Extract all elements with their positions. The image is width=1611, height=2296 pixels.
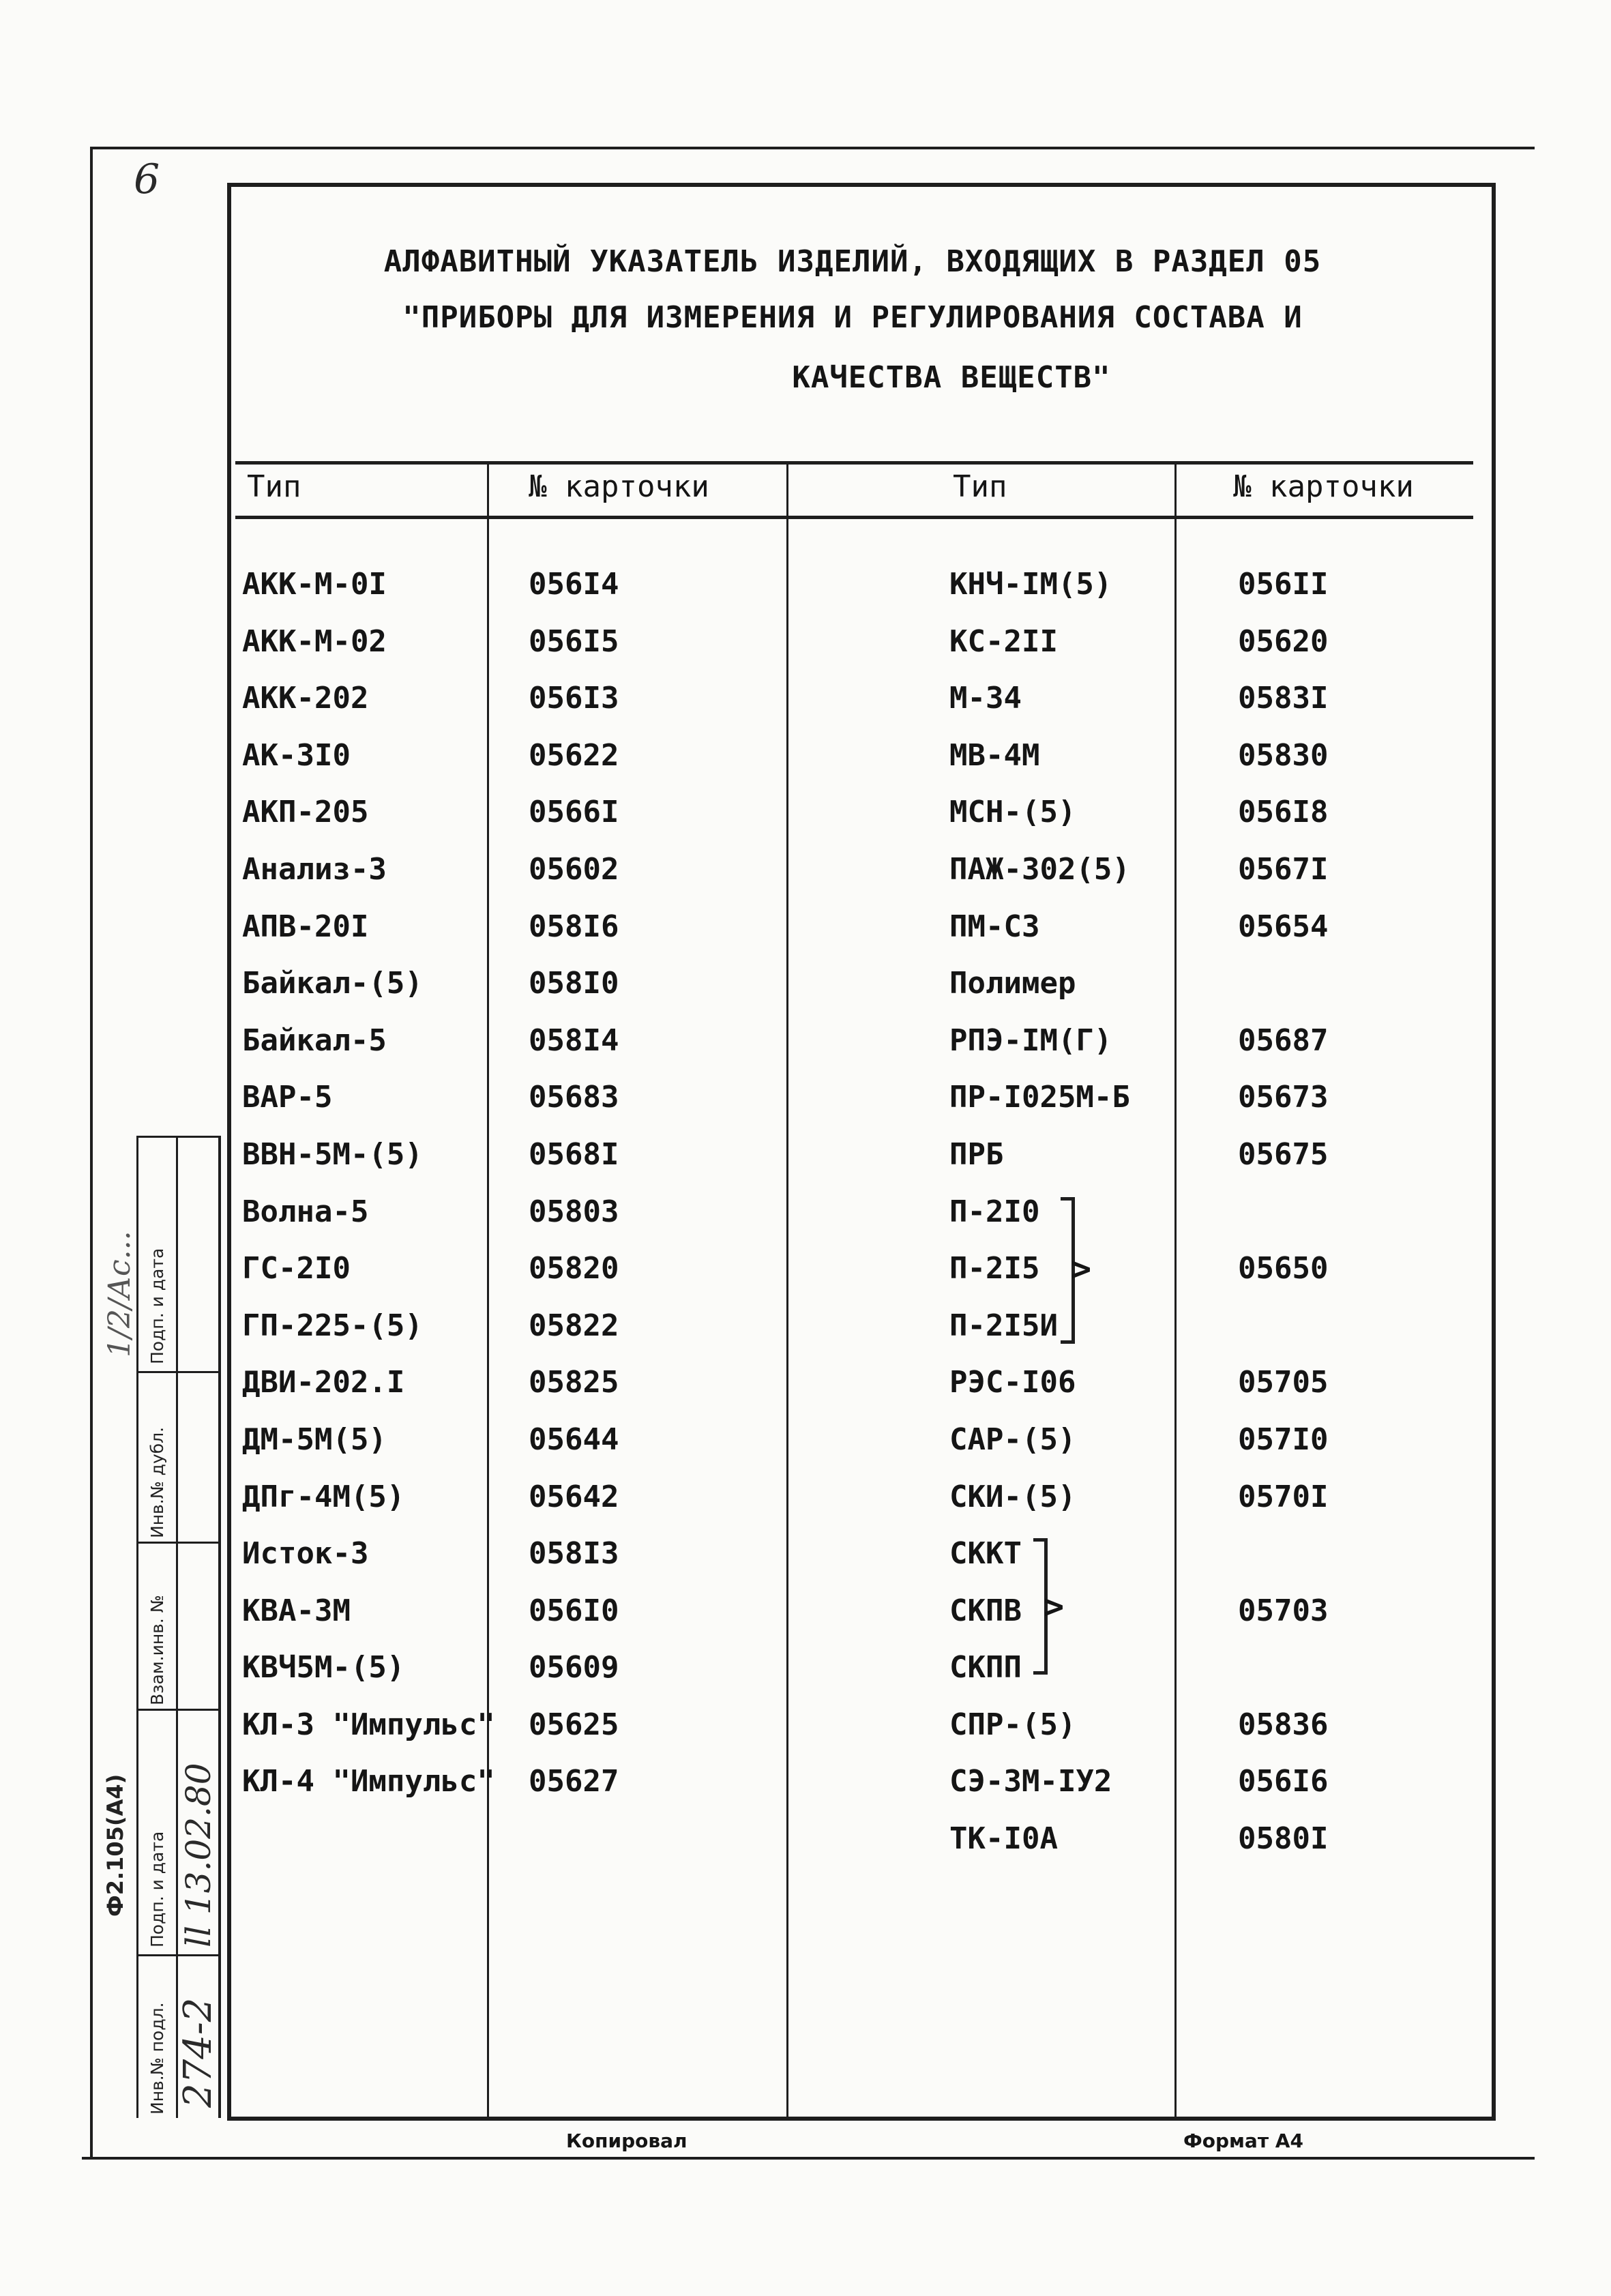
list-item: М-34 (949, 681, 1022, 716)
list-item: Волна-5 (242, 1194, 369, 1229)
list-item: РЭС-I06 (949, 1365, 1076, 1400)
list-item: СКИ-(5) (949, 1479, 1076, 1514)
list-item: 0568I (529, 1136, 619, 1172)
list-item: 05820 (529, 1251, 619, 1286)
list-item: КЛ-4 "Импульс" (242, 1764, 495, 1799)
stamp-date-signature: ll 13.02.80 (179, 1763, 218, 1947)
stamp-row-rule-1 (136, 1371, 220, 1373)
list-item: 05703 (1238, 1593, 1329, 1628)
list-item: АК-3I0 (242, 737, 351, 773)
list-item: АКК-М-0I (242, 567, 387, 602)
list-item: 056I5 (529, 623, 619, 659)
list-item: ПМ-С3 (949, 909, 1040, 944)
list-item: 05627 (529, 1764, 619, 1799)
list-item: АКП-205 (242, 795, 369, 830)
list-item: ПАЖ-302(5) (949, 851, 1130, 887)
stamp-right-border (218, 1136, 221, 2118)
header-type-right: Тип (953, 469, 1007, 504)
list-item: 058I4 (529, 1022, 619, 1058)
stamp-label-inv-podl: Инв.№ подл. (147, 2002, 167, 2115)
stamp-scribble: 1/2/Ас... (102, 1231, 137, 1357)
list-item: КНЧ-IМ(5) (949, 567, 1112, 602)
list-item: 05654 (1238, 909, 1329, 944)
inner-frame-right (1492, 183, 1496, 2120)
list-item: Исток-3 (242, 1536, 369, 1572)
list-item: 05650 (1238, 1251, 1329, 1286)
list-item: КВА-3М (242, 1593, 351, 1628)
title-line-2: "ПРИБОРЫ ДЛЯ ИЗМЕРЕНИЯ И РЕГУЛИРОВАНИЯ СОСТАВА И (402, 300, 1303, 335)
stamp-label-inv-dubl: Инв.№ дубл. (147, 1426, 167, 1538)
list-item: 056I6 (1238, 1764, 1329, 1799)
list-item: КВЧ5М-(5) (242, 1650, 405, 1686)
list-item: 056I3 (529, 681, 619, 716)
list-item: 05803 (529, 1194, 619, 1229)
list-item: СКПП (949, 1650, 1022, 1686)
stamp-label-podp-data-1: Подп. и дата (147, 1831, 167, 1947)
stamp-row-rule-3 (136, 1709, 220, 1711)
stamp-row-rule-2 (136, 1542, 220, 1544)
list-item (1238, 1639, 1328, 1696)
list-item: АКК-202 (242, 681, 369, 716)
inner-frame-bottom (227, 2117, 1496, 2121)
list-item: СКПВ (949, 1593, 1022, 1628)
stamp-col-line-2 (176, 1136, 178, 2118)
list-item: 05830 (1238, 737, 1329, 773)
list-item: МВ-4М (949, 737, 1040, 773)
stamp-label-podp-data-2: Подп. и дата (147, 1248, 167, 1364)
form-code: Ф2.105(А4) (102, 1773, 128, 1917)
list-item: АПВ-20I (242, 909, 369, 944)
list-item: ПР-I025М-Б (949, 1080, 1130, 1115)
list-item: АКК-М-02 (242, 623, 387, 659)
list-item: СЭ-3М-IУ2 (949, 1764, 1112, 1799)
outer-frame-left (90, 147, 93, 2159)
list-item: 05602 (529, 851, 619, 887)
list-item: 05675 (1238, 1136, 1329, 1172)
list-item: ВАР-5 (242, 1080, 333, 1115)
outer-frame-top (90, 147, 1535, 149)
list-item: Байкал-5 (242, 1022, 387, 1058)
list-item: 056I4 (529, 567, 619, 602)
list-item: 05673 (1238, 1080, 1329, 1115)
list-item: 05687 (1238, 1022, 1329, 1058)
header-type-left: Тип (247, 469, 301, 504)
list-item: 05683 (529, 1080, 619, 1115)
list-item: Полимер (949, 966, 1076, 1001)
list-item: РПЭ-IМ(Г) (949, 1022, 1112, 1058)
list-item: КС-2II (949, 623, 1058, 659)
table-header-rule (235, 516, 1473, 519)
list-item: 05620 (1238, 623, 1329, 659)
list-item: ДВИ-202.I (242, 1365, 405, 1400)
left-type-column (242, 556, 495, 1810)
list-item: МСН-(5) (949, 795, 1076, 830)
list-item: КЛ-3 "Импульс" (242, 1707, 495, 1742)
list-item: 058I6 (529, 909, 619, 944)
inner-frame-top (227, 183, 1496, 187)
list-item: Анализ-3 (242, 851, 387, 887)
list-item: САР-(5) (949, 1422, 1076, 1457)
inner-frame-left (227, 183, 231, 2120)
list-item: 056I8 (1238, 795, 1329, 830)
list-item: 05825 (529, 1365, 619, 1400)
list-item: 0583I (1238, 681, 1329, 716)
list-item (1238, 1525, 1328, 1583)
stamp-top-rule (136, 1136, 220, 1138)
list-item: П-2I5 (949, 1251, 1040, 1286)
left-card-column (529, 556, 619, 1810)
list-item: 0570I (1238, 1479, 1329, 1514)
title-line-1: АЛФАВИТНЫЙ УКАЗАТЕЛЬ ИЗДЕЛИЙ, ВХОДЯЩИХ В РАЗДЕЛ 05 (383, 244, 1322, 279)
list-item: 0567I (1238, 851, 1329, 887)
list-item: ГС-2I0 (242, 1251, 351, 1286)
list-item (1238, 955, 1328, 1012)
list-item: 05625 (529, 1707, 619, 1742)
list-item: 058I0 (529, 966, 619, 1001)
list-item: 05822 (529, 1308, 619, 1343)
list-item: 0566I (529, 795, 619, 830)
stamp-row-rule-4 (136, 1954, 220, 1956)
list-item: П-2I5И (949, 1308, 1058, 1343)
list-item: СПР-(5) (949, 1707, 1076, 1742)
list-item: П-2I0 (949, 1194, 1040, 1229)
list-item: 058I3 (529, 1536, 619, 1572)
header-card-left: № карточки (529, 469, 709, 504)
right-card-column (1238, 556, 1328, 1868)
list-item: 05609 (529, 1650, 619, 1686)
list-item (1238, 1297, 1328, 1355)
outer-frame-bottom (82, 2157, 1535, 2160)
stamp-inv-number: 274-2 (176, 1997, 220, 2108)
stamp-label-vzam-inv: Взам.инв. № (147, 1595, 167, 1705)
list-item: ТК-I0А (949, 1821, 1058, 1857)
table-top-rule (235, 461, 1473, 465)
title-line-3: КАЧЕСТВА ВЕЩЕСТВ" (792, 360, 1111, 395)
list-item: СККТ (949, 1536, 1022, 1572)
header-card-right: № карточки (1233, 469, 1414, 504)
list-item: 057I0 (1238, 1422, 1329, 1457)
list-item: ПРБ (949, 1136, 1004, 1172)
list-item: 056II (1238, 567, 1329, 602)
list-item: 05836 (1238, 1707, 1329, 1742)
col-divider-2 (786, 461, 788, 2119)
list-item: 05644 (529, 1422, 619, 1457)
list-item (1238, 1183, 1328, 1241)
list-item: 05642 (529, 1479, 619, 1514)
footer-format: Формат А4 (1183, 2130, 1303, 2152)
list-item: 05622 (529, 737, 619, 773)
list-item: ГП-225-(5) (242, 1308, 423, 1343)
list-item: ДМ-5М(5) (242, 1422, 387, 1457)
list-item: Байкал-(5) (242, 966, 423, 1001)
footer-copied-by: Копировал (566, 2130, 688, 2152)
list-item: 05705 (1238, 1365, 1329, 1400)
list-item: ВВН-5М-(5) (242, 1136, 423, 1172)
list-item: 0580I (1238, 1821, 1329, 1857)
col-divider-3 (1174, 461, 1177, 2119)
list-item: ДПг-4М(5) (242, 1479, 405, 1514)
page-number: 6 (134, 156, 160, 203)
list-item: 056I0 (529, 1593, 619, 1628)
